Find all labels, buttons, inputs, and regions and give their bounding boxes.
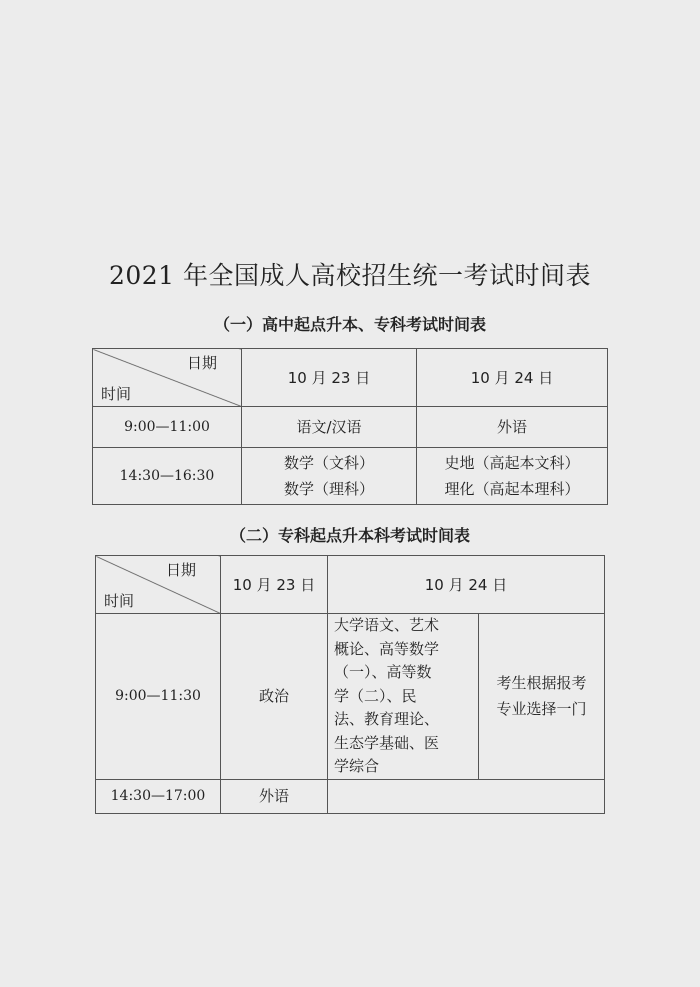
date-label: 日期 (165, 561, 196, 579)
subject-line: 生态学基础、医 (334, 733, 440, 752)
subject-cell: 外语 (221, 779, 328, 813)
subject-line: 数学（文科） (283, 454, 374, 472)
section-title-1: （一）高中起点升本、专科考试时间表 (213, 315, 486, 334)
subject-line: 史地（高起本文科） (444, 454, 580, 472)
page-title: 2021 年全国成人高校招生统一考试时间表 (108, 261, 592, 290)
time-label: 时间 (104, 592, 135, 610)
subject-cell (417, 448, 608, 505)
time-label: 时间 (101, 385, 132, 403)
time-slot-morning: 9:00—11:00 (93, 407, 242, 448)
subject-line: 学综合 (334, 757, 380, 775)
header-day1: 10 月 23 日 (221, 556, 328, 614)
selection-note-cell (479, 614, 605, 780)
header-day1: 10 月 23 日 (242, 349, 417, 407)
subject-cell (242, 448, 417, 505)
exam-schedule-table-1 (92, 348, 608, 505)
subject-line: 学（二）、民 (334, 686, 417, 705)
date-label: 日期 (186, 354, 217, 372)
empty-cell (328, 779, 605, 813)
time-slot-afternoon: 14:30—16:30 (93, 448, 242, 505)
header-day2: 10 月 24 日 (417, 349, 608, 407)
exam-schedule-table-2 (95, 555, 605, 814)
header-day2: 10 月 24 日 (328, 556, 605, 614)
section-title-2: （二）专科起点升本科考试时间表 (229, 526, 470, 545)
diagonal-header-cell (96, 556, 221, 614)
diagonal-header-cell (93, 349, 242, 407)
subject-line: 大学语文、艺术 (334, 616, 440, 634)
subject-cell: 语文/汉语 (242, 407, 417, 448)
subject-line: 概论、高等数学 (334, 639, 440, 658)
note-line: 考生根据报考 (496, 674, 587, 693)
subject-line: 理化（高起本理科） (444, 480, 580, 498)
subject-cell: 政治 (221, 614, 328, 780)
subject-cell: 外语 (417, 407, 608, 448)
subject-line: 数学（理科） (283, 480, 374, 498)
elective-subjects-cell (328, 614, 479, 780)
subject-line: （一）、高等数 (334, 663, 432, 681)
time-slot-afternoon: 14:30—17:00 (96, 779, 221, 813)
time-slot-morning: 9:00—11:30 (96, 614, 221, 780)
note-line: 专业选择一门 (496, 700, 587, 719)
subject-line: 法、教育理论、 (334, 710, 440, 728)
